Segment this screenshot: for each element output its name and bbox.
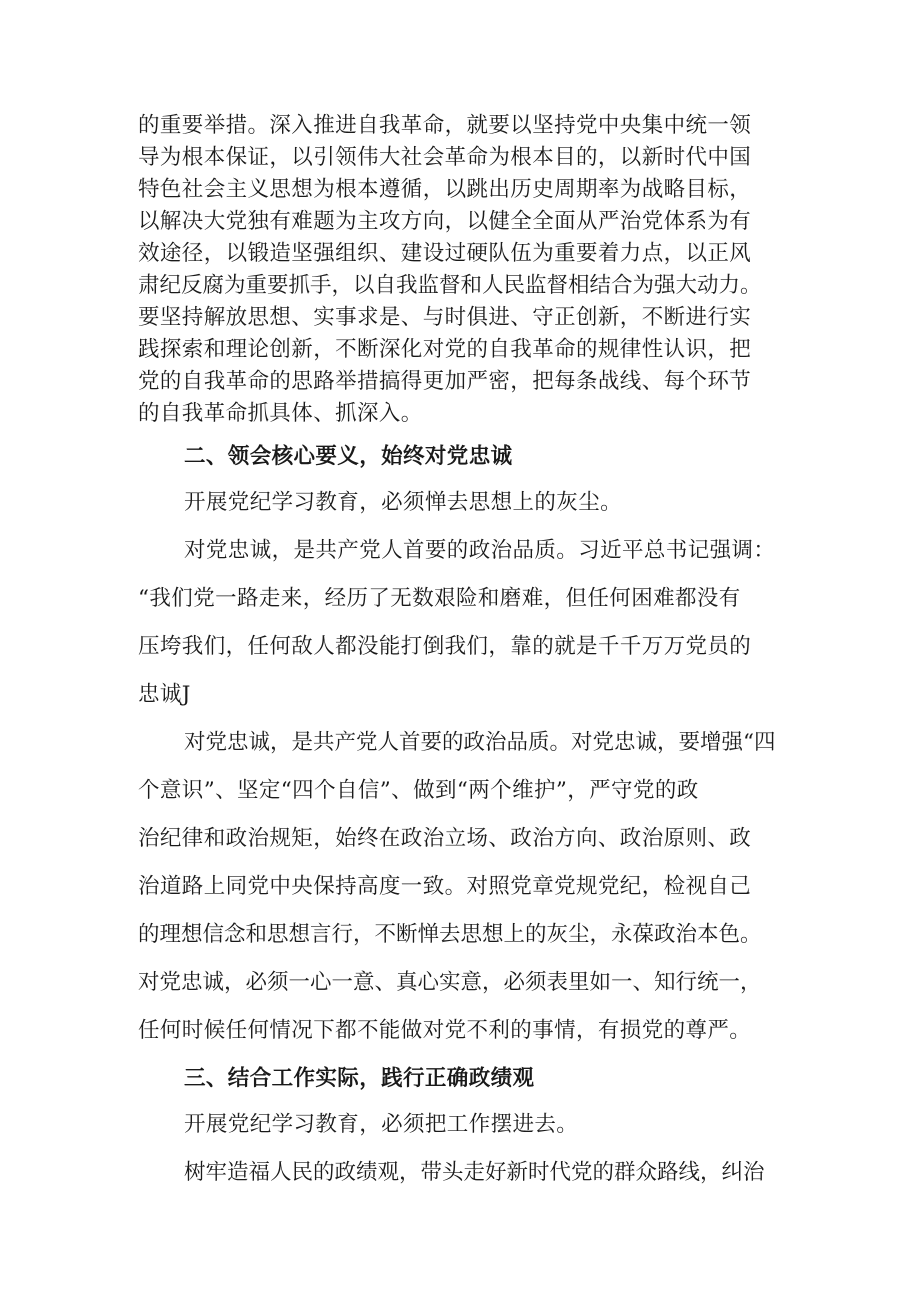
paragraph-line: 效途径，以锻造坚强组织、建设过硬队伍为重要着力点，以正风 [138,241,752,266]
paragraph-line: 肃纪反腐为重要抓手，以自我监督和人民监督相结合为强大动力。 [138,273,762,298]
paragraph-line: 忠诚J [138,682,191,707]
paragraph-line: 的理想信念和思想言行，不断惮去思想上的灰尘，永葆政治本色。 [138,922,762,947]
paragraph-line: 要坚持解放思想、实事求是、与时俱进、守正创新，不断进行实 [138,305,752,330]
paragraph-line: 对党忠诚，是共产党人首要的政治品质。对党忠诚，要增强“四 [184,730,776,755]
paragraph-line: 治道路上同党中央保持高度一致。对照党章党规党纪，检视自己 [138,874,752,899]
paragraph-line: 压垮我们，任何敌人都没能打倒我们，靠的就是千千万万党员的 [138,634,752,659]
paragraph-line: 任何时候任何情况下都不能做对党不利的事情，有损党的尊严。 [138,1018,752,1043]
paragraph-line: 践探索和理论创新，不断深化对党的自我革命的规律性认识，把 [138,337,752,362]
section-lead: 开展党纪学习教育，必须把工作摆进去。 [184,1112,579,1137]
section-heading-2: 二、领会核心要义，始终对党忠诚 [184,444,513,469]
section-heading-3: 三、结合工作实际，践行正确政绩观 [184,1066,535,1091]
section-lead: 开展党纪学习教育，必须惮去思想上的灰尘。 [184,490,623,515]
paragraph-line: 的自我革命抓具体、抓深入。 [138,401,423,426]
paragraph-line: 个意识”、坚定“四个自信”、做到“两个维护”，严守党的政 [138,778,699,803]
paragraph-line: “我们党一路走来，经历了无数艰险和磨难，但任何困难都没有 [138,586,741,611]
paragraph-line: 特色社会主义思想为根本遵循，以跳出历史周期率为战略目标， [138,177,752,202]
paragraph-line: 的重要举措。深入推进自我革命，就要以坚持党中央集中统一领 [138,113,752,138]
paragraph-line: 对党忠诚，是共产党人首要的政治品质。习近平总书记强调： [184,538,776,563]
paragraph-line: 党的自我革命的思路举措搞得更加严密，把每条战线、每个环节 [138,369,752,394]
paragraph-line: 树牢造福人民的政绩观，带头走好新时代党的群众路线，纠治 [184,1160,765,1185]
paragraph-line: 以解决大党独有难题为主攻方向，以健全全面从严治党体系为有 [138,209,752,234]
paragraph-line: 对党忠诚，必须一心一意、真心实意，必须表里如一、知行统一， [138,970,762,995]
paragraph-line: 导为根本保证，以引领伟大社会革命为根本目的，以新时代中国 [138,145,752,170]
paragraph-line: 治纪律和政治规矩，始终在政治立场、政治方向、政治原则、政 [138,826,752,851]
